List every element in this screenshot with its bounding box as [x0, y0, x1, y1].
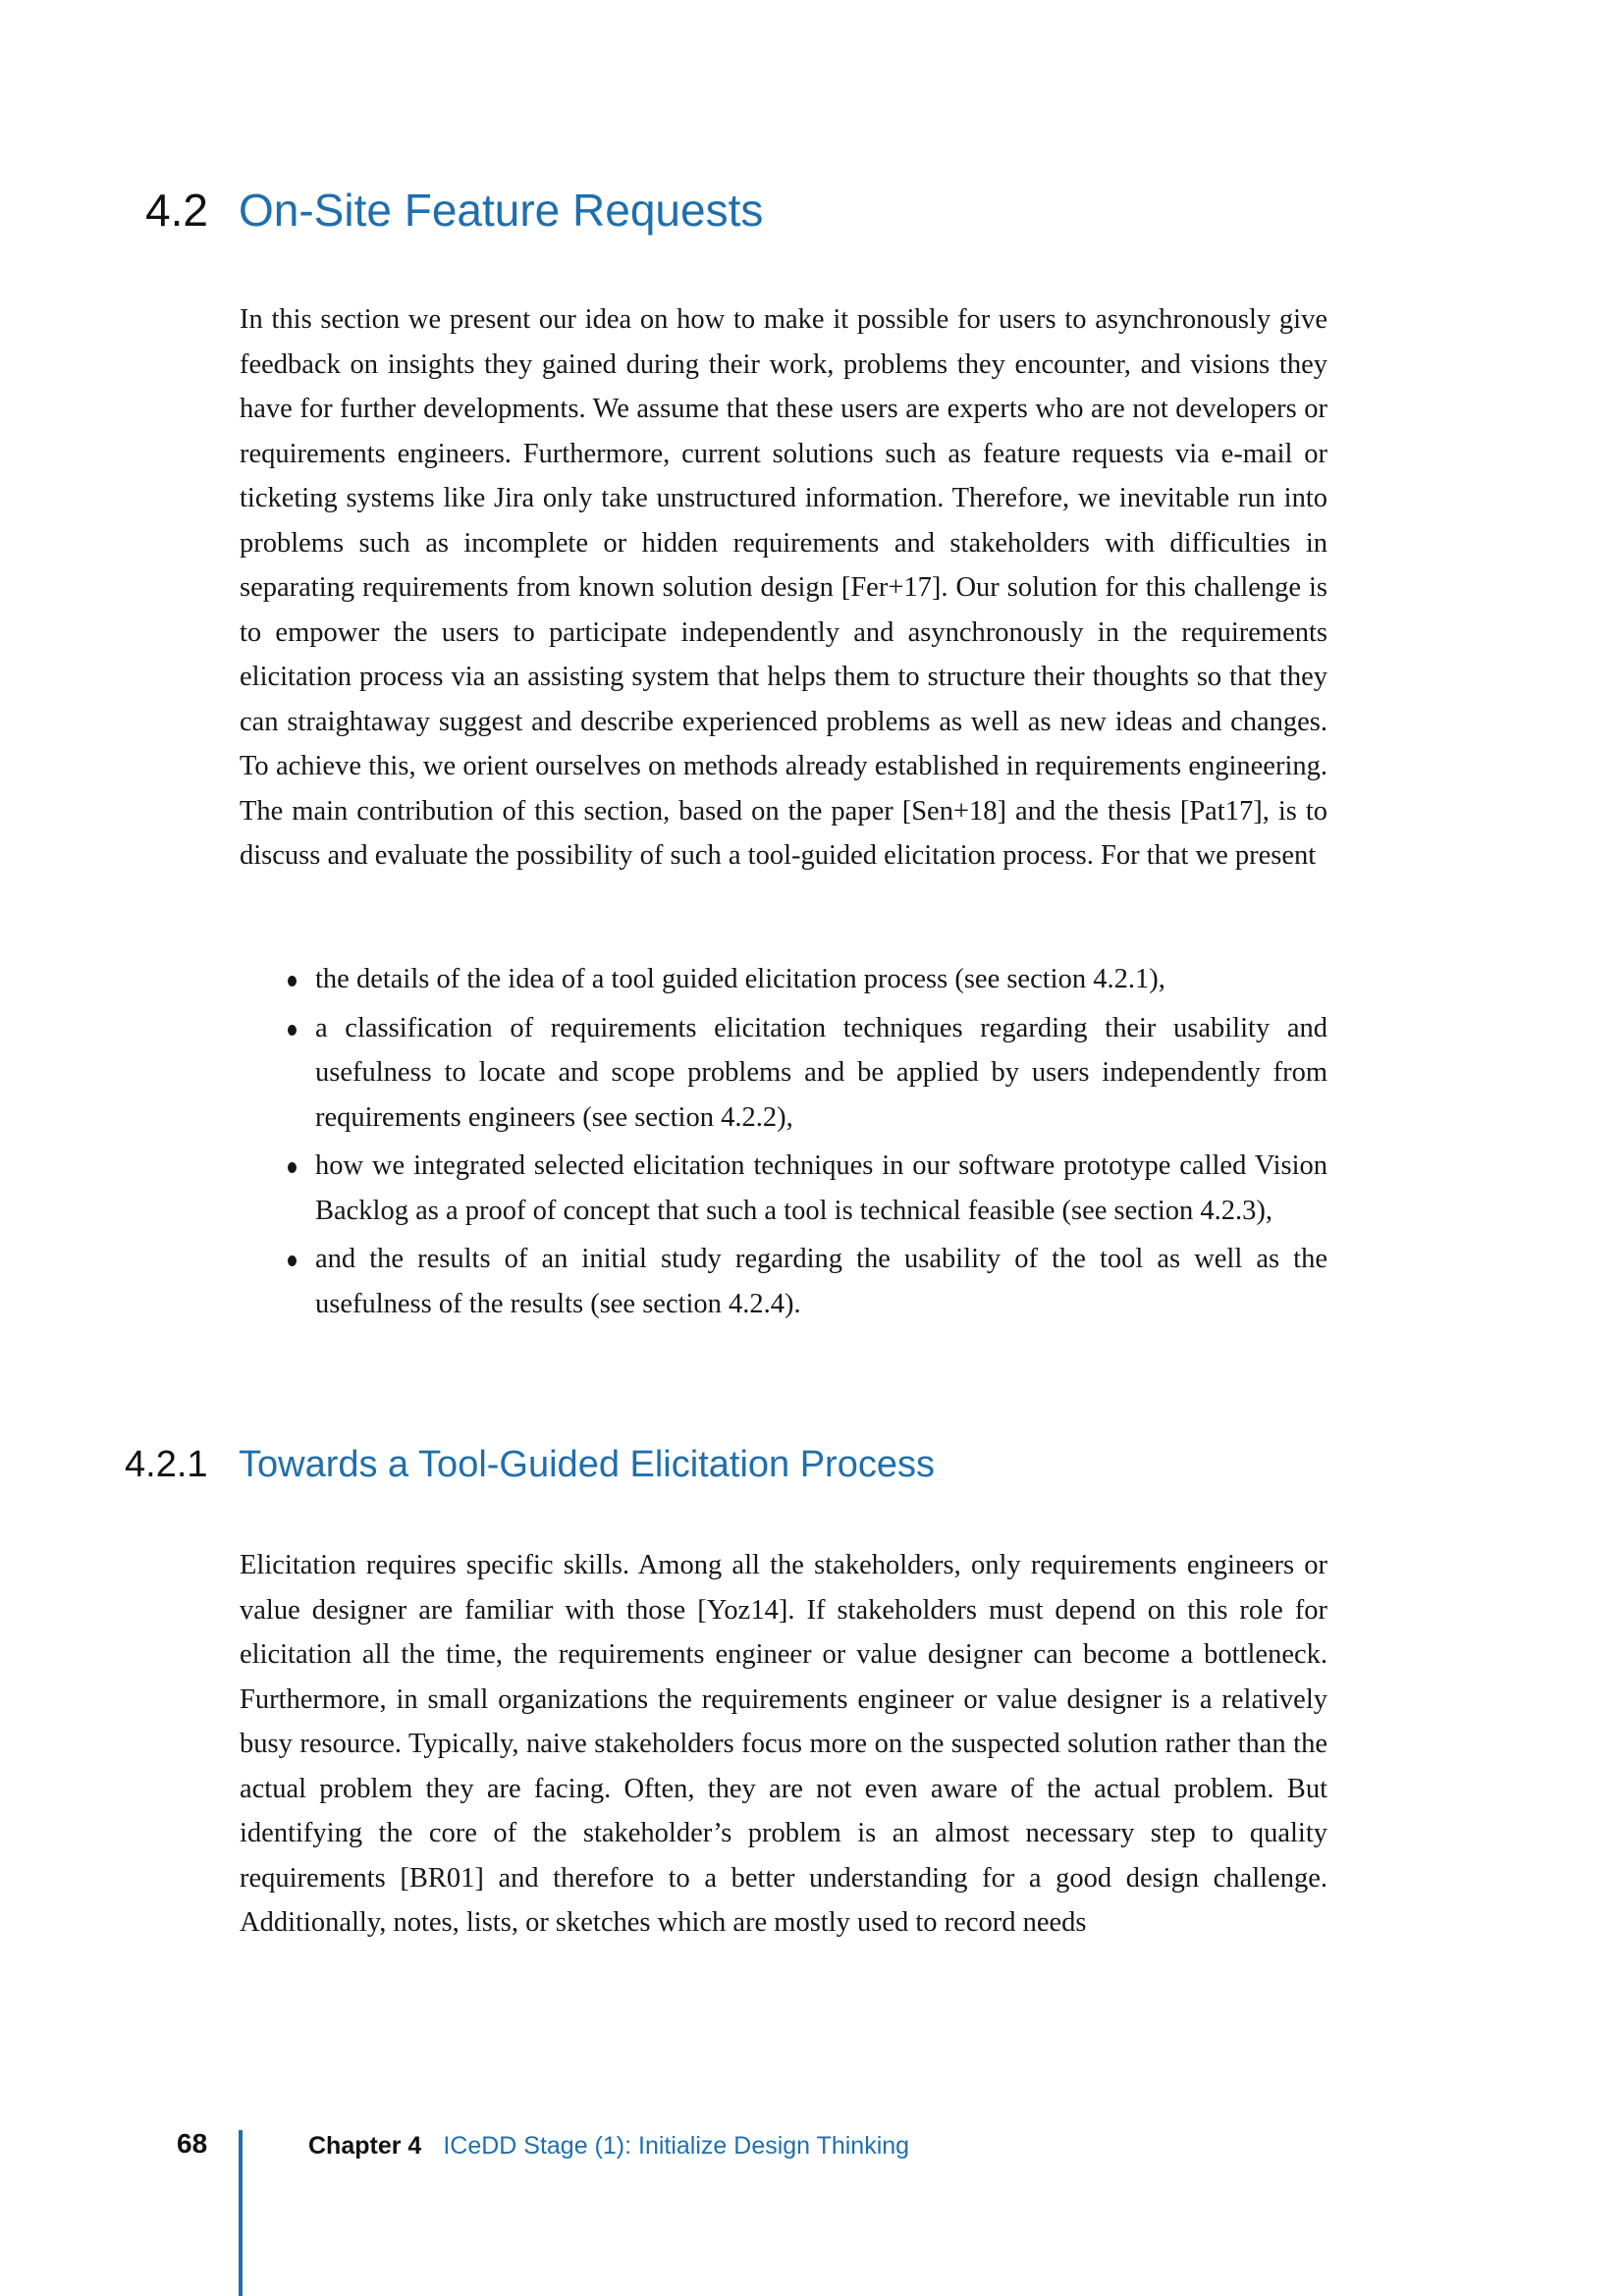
- subsection-title: Towards a Tool-Guided Elicitation Process: [239, 1444, 935, 1485]
- bullet-icon: [288, 976, 297, 987]
- list-item-text: the details of the idea of a tool guided elicitation process (see section 4.2.1),: [315, 964, 1165, 994]
- footer-divider: [239, 2130, 243, 2296]
- page-number: 68: [177, 2128, 208, 2159]
- subsection-number: 4.2.1: [125, 1444, 208, 1485]
- list-item: [240, 1237, 1327, 1326]
- subsection-heading: [125, 1441, 935, 1488]
- intro-paragraph: In this section we present our idea on how to make it possible for users to asynchronously give feedback on insights they gained during their work, problems they encounter, and visions they have for further developments. We assume that these users are experts who are not developers or requirements engineers. Furthermore, current solutions such as feature requests via e-mail or ticketing systems like Jira only take unstructured information. Therefore, we inevitable run into problems such as incomplete or hidden requirements and stakeholders with difficulties in separating requirements from known solution design [Fer+17]. Our solution for this challenge is to empower the users to participate independently and asynchronously in the requirements elicitation process via an assisting system that helps them to structure their thoughts so that they can straightaway suggest and describe experienced problems as well as new ideas and changes. To achieve this, we orient ourselves on methods already established in requirements engineering. The main contribution of this section, based on the paper [Sen+18] and the thesis [Pat17], is to discuss and evaluate the possibility of such a tool-guided elicitation process. For that we present: [240, 304, 1327, 871]
- bullet-icon: [288, 1025, 297, 1036]
- list-item-text: and the results of an initial study regarding the usability of the tool as well as the usefulness of the results (see section 4.2.4).: [315, 1244, 1327, 1319]
- section-title: On-Site Feature Requests: [239, 185, 764, 236]
- chapter-label: Chapter 4: [308, 2132, 422, 2160]
- list-item-text: a classification of requirements elicitation techniques regarding their usability and usefulness to locate and scope problems and be applied by users independently from requirements engineers (see section 4.2.2),: [315, 1012, 1327, 1133]
- bullet-icon: [288, 1255, 297, 1266]
- chapter-title: ICeDD Stage (1): Initialize Design Thinking: [443, 2132, 910, 2160]
- list-item: [240, 1006, 1327, 1141]
- list-item: [240, 1144, 1327, 1233]
- contribution-list: [240, 957, 1327, 1330]
- section-number: 4.2: [145, 185, 208, 236]
- bullet-icon: [288, 1162, 297, 1173]
- list-item: [240, 957, 1327, 1002]
- section-heading: [145, 183, 763, 238]
- list-item-text: how we integrated selected elicitation techniques in our software prototype called Vision Backlog as a proof of concept that such a tool is technical feasible (see section 4.2.3),: [315, 1150, 1327, 1226]
- subsection-paragraph: Elicitation requires specific skills. Among all the stakeholders, only requirements engineers or value designer are familiar with those [Yoz14]. If stakeholders must depend on this role for elicitation all the time, the requirements engineer or value designer can become a bottleneck. Furthermore, in small organizations the requirements engineer or value designer is a relatively busy resource. Typically, naive stakeholders focus more on the suspected solution rather than the actual problem they are facing. Often, they are not even aware of the actual problem. But identifying the core of the stakeholder’s problem is an almost necessary step to quality requirements [BR01] and therefore to a better understanding for a good design challenge. Additionally, notes, lists, or sketches which are mostly used to record needs: [240, 1550, 1327, 1938]
- running-footer: [308, 2132, 909, 2161]
